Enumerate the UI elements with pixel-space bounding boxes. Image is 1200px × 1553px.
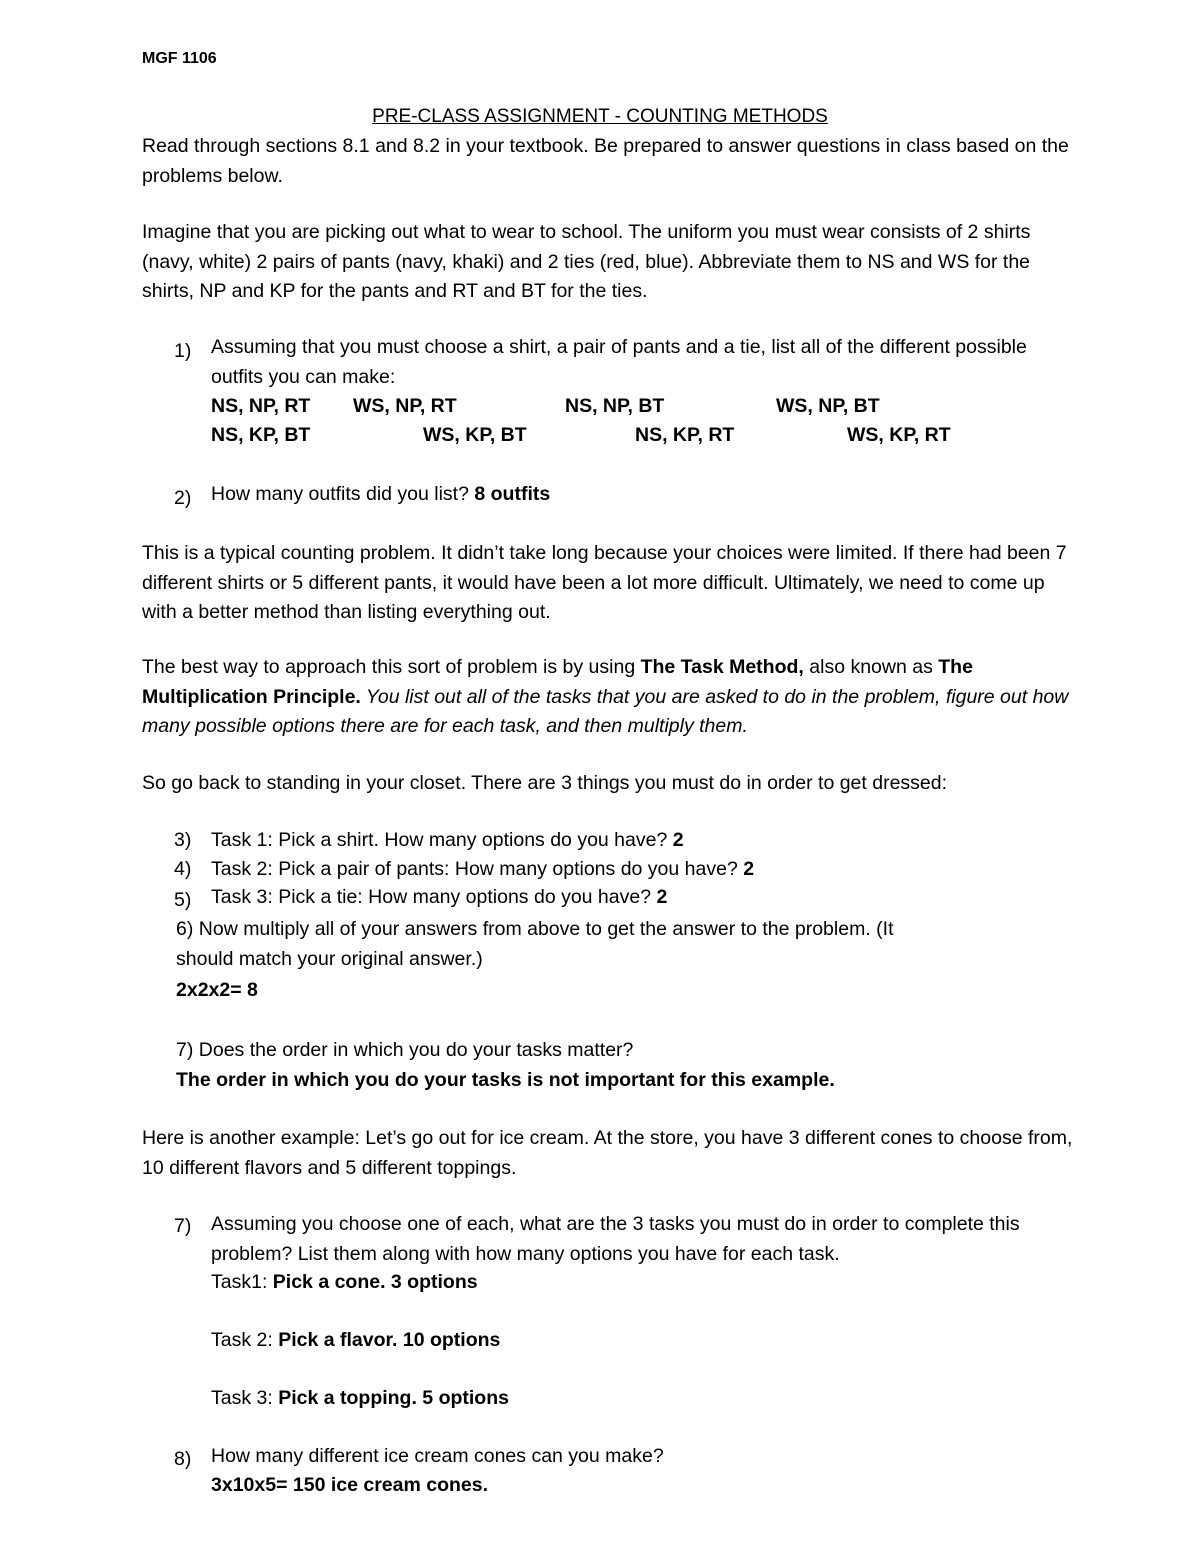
q6-line-1 (176, 915, 1116, 945)
task-line (211, 883, 1081, 913)
q2-line (211, 480, 1081, 510)
q8-answer: 3x10x5= 150 ice cream cones. (211, 1474, 489, 1496)
q2-number: 2) (174, 487, 192, 509)
method-name-1: The Task Method, (640, 656, 804, 678)
outfit-item: WS, NP, RT (353, 395, 457, 417)
outfit-item: NS, KP, RT (635, 424, 735, 446)
task-number: 5) (174, 889, 192, 911)
course-code: MGF 1106 (142, 50, 217, 67)
q7a-text: Does the order in which you do your tasks matter? (193, 1039, 634, 1061)
task-text: Task 2: Pick a pair of pants: How many options do you have? (211, 858, 744, 880)
method-paragraph (142, 653, 1082, 742)
q6-text: Now multiply all of your answers from above to get the answer to the problem. (It (193, 918, 894, 940)
q7a-line (176, 1036, 1116, 1066)
q2-text: How many outfits did you list? (211, 483, 475, 505)
outfit-item: NS, KP, BT (211, 424, 311, 446)
outfit-item: NS, NP, RT (211, 395, 311, 417)
q2-answer: 8 outfits (474, 483, 551, 505)
q7b-task-1-answer: Pick a cone. 3 options (272, 1271, 478, 1293)
q1-text: Assuming that you must choose a shirt, a pair of pants and a tie, list all of the different possible outfits you can make: (211, 336, 1027, 388)
task-text: Task 3: Pick a tie: How many options do you have? (211, 886, 657, 908)
q7b-task-2 (211, 1326, 1081, 1356)
task-text: Task 1: Pick a shirt. How many options do you have? (211, 829, 673, 851)
task-answer: 2 (656, 886, 668, 908)
intro-paragraph: Read through sections 8.1 and 8.2 in your textbook. Be prepared to answer questions in class based on the problems below. (142, 135, 1069, 187)
method-italic: You list out all of the tasks that you are asked to do in the problem, figure out how many possible options there are for each task, and then multiply them. (142, 685, 1069, 737)
q8-number: 8) (174, 1448, 192, 1470)
outfit-item: WS, NP, BT (776, 395, 880, 417)
task-line (211, 855, 1081, 885)
q7b-task-3 (211, 1384, 1081, 1414)
q6-answer: 2x2x2= 8 (176, 979, 258, 1001)
outfit-item: NS, NP, BT (565, 395, 665, 417)
task-answer: 2 (672, 829, 684, 851)
typical-paragraph: This is a typical counting problem. It didn’t take long because your choices were limited. If there had been 7 different shirts or 5 different pants, it would have been a lot more difficult. Ultimately, we need to come up with a better method than listing everything out. (142, 542, 1067, 623)
q7b-task-2-answer: Pick a flavor. 10 options (278, 1329, 501, 1351)
page-title: PRE-CLASS ASSIGNMENT - COUNTING METHODS (372, 106, 828, 127)
q8-text: How many different ice cream cones can you make? (211, 1445, 664, 1467)
task-number: 3) (174, 829, 192, 851)
task-answer: 2 (743, 858, 755, 880)
task-line (211, 826, 1081, 856)
q6-line-2: should match your original answer.) (176, 948, 483, 970)
q1-number: 1) (174, 340, 192, 362)
task-number: 4) (174, 858, 192, 880)
q7b-task-1-label: Task1: (211, 1271, 273, 1293)
q7b-number: 7) (174, 1215, 192, 1237)
icecream-paragraph: Here is another example: Let’s go out for ice cream. At the store, you have 3 different cones to choose from, 10 different flavors and 5 different toppings. (142, 1127, 1073, 1179)
method-mid: also known as (803, 656, 939, 678)
q6-number: 6) (176, 918, 194, 940)
method-lead: The best way to approach this sort of problem is by using (142, 656, 641, 678)
closet-paragraph: So go back to standing in your closet. There are 3 things you must do in order to get dressed: (142, 772, 948, 794)
outfit-item: WS, KP, BT (423, 424, 527, 446)
method-name-2: The Multiplication Principle. (142, 656, 973, 708)
q7b-task-3-label: Task 3: (211, 1387, 279, 1409)
q7a-answer: The order in which you do your tasks is not important for this example. (176, 1069, 835, 1091)
q7a-number: 7) (176, 1039, 194, 1061)
outfit-item: WS, KP, RT (847, 424, 951, 446)
q7b-task-1 (211, 1268, 1081, 1298)
q7b-task-2-label: Task 2: (211, 1329, 279, 1351)
scenario-paragraph: Imagine that you are picking out what to wear to school. The uniform you must wear consists of 2 shirts (navy, white) 2 pairs of pants (navy, khaki) and 2 ties (red, blue). Abbreviate them to NS and WS for the shirts, NP and KP for the pants and RT and BT for the ties. (142, 221, 1031, 302)
q7b-task-3-answer: Pick a topping. 5 options (278, 1387, 509, 1409)
q7b-text: Assuming you choose one of each, what are the 3 tasks you must do in order to complete this problem? List them along with how many options you have for each task. (211, 1213, 1020, 1265)
